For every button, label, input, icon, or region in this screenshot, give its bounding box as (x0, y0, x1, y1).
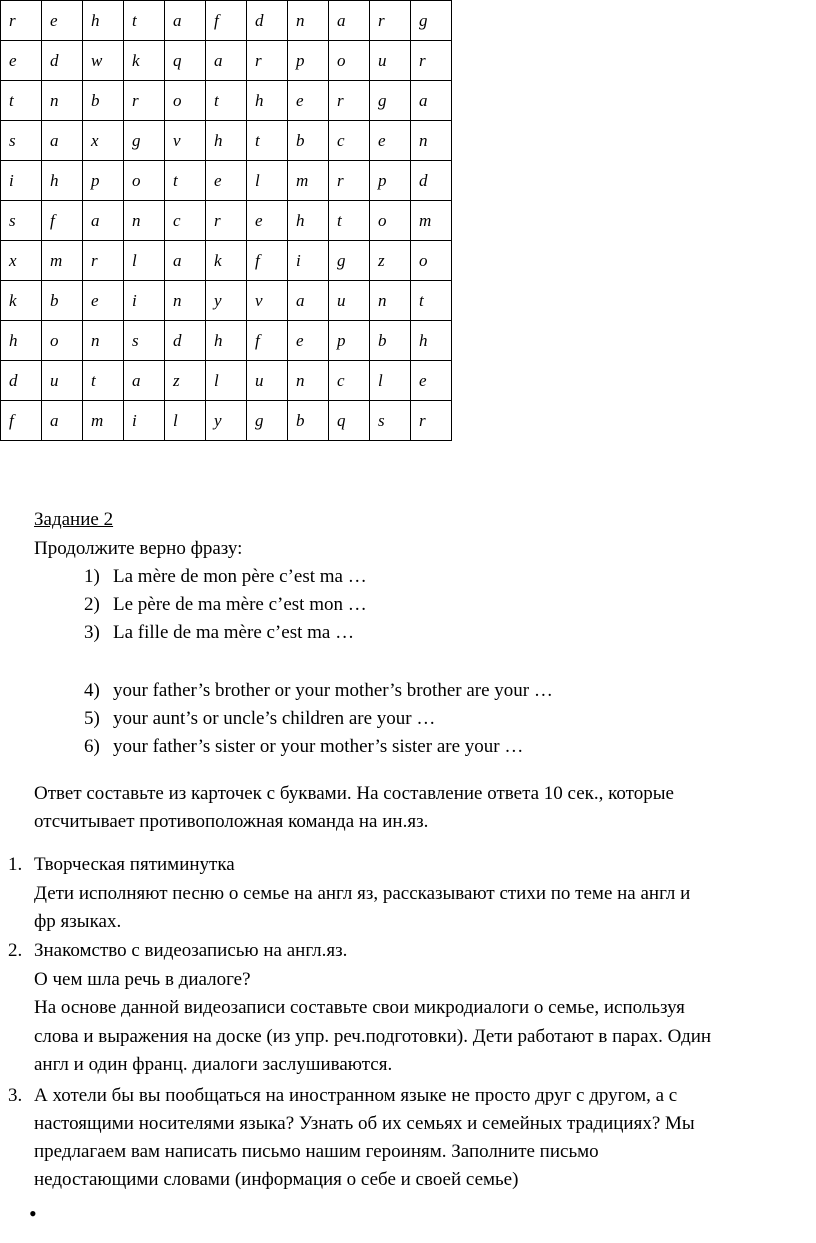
grid-cell: u (329, 281, 370, 321)
grid-cell: p (329, 321, 370, 361)
grid-cell: n (124, 201, 165, 241)
grid-cell: h (411, 321, 452, 361)
grid-cell: r (206, 201, 247, 241)
grid-cell: r (124, 81, 165, 121)
grid-cell: q (329, 401, 370, 441)
grid-cell: e (83, 281, 124, 321)
grid-cell: f (206, 1, 247, 41)
step-number: 3. (8, 1085, 23, 1106)
grid-cell: c (165, 201, 206, 241)
item-text: La fille de ma mère c’est ma … (113, 622, 355, 643)
grid-cell: h (247, 81, 288, 121)
grid-cell: e (1, 41, 42, 81)
grid-cell: s (370, 401, 411, 441)
grid-cell: o (42, 321, 83, 361)
grid-cell: t (83, 361, 124, 401)
grid-cell: s (124, 321, 165, 361)
grid-cell: g (370, 81, 411, 121)
grid-cell: z (370, 241, 411, 281)
grid-cell: i (288, 241, 329, 281)
grid-cell: r (370, 1, 411, 41)
grid-cell: a (329, 1, 370, 41)
grid-cell: a (288, 281, 329, 321)
grid-cell: e (288, 81, 329, 121)
grid-cell: h (83, 1, 124, 41)
grid-cell: g (247, 401, 288, 441)
grid-cell: h (206, 121, 247, 161)
step-line: недостающими словами (информация о себе и своей семье) (34, 1169, 519, 1190)
grid-cell: w (83, 41, 124, 81)
item-number: 5) (84, 708, 100, 729)
item-number: 2) (84, 594, 100, 615)
grid-cell: y (206, 281, 247, 321)
grid-cell: e (206, 161, 247, 201)
grid-cell: m (42, 241, 83, 281)
grid-cell: i (1, 161, 42, 201)
step-line: А хотели бы вы пообщаться на иностранном языке не просто друг с другом, а с (34, 1085, 678, 1106)
grid-cell: t (124, 1, 165, 41)
item-text: La mère de mon père c’est ma … (113, 566, 367, 587)
grid-cell: v (165, 121, 206, 161)
grid-cell: e (288, 321, 329, 361)
grid-cell: x (1, 241, 42, 281)
grid-cell: u (42, 361, 83, 401)
grid-row (1, 401, 452, 441)
item-text: Le père de ma mère c’est mon … (113, 594, 367, 615)
grid-cell: d (42, 41, 83, 81)
grid-cell: b (370, 321, 411, 361)
grid-row (1, 361, 452, 401)
grid-cell: h (1, 321, 42, 361)
grid-cell: l (165, 401, 206, 441)
grid-cell: z (165, 361, 206, 401)
grid-cell: t (206, 81, 247, 121)
grid-cell: t (1, 81, 42, 121)
item-text: your father’s brother or your mother’s brother are your … (113, 680, 553, 701)
task-instruction: Продолжите верно фразу: (34, 538, 243, 559)
grid-cell: q (165, 41, 206, 81)
grid-cell: g (124, 121, 165, 161)
grid-cell: o (329, 41, 370, 81)
grid-cell: l (247, 161, 288, 201)
step-line: О чем шла речь в диалоге? (34, 969, 251, 990)
grid-cell: e (42, 1, 83, 41)
grid-cell: a (411, 81, 452, 121)
grid-row (1, 41, 452, 81)
grid-cell: n (288, 1, 329, 41)
step-line: На основе данной видеозаписи составьте свои микродиалоги о семье, используя (34, 997, 685, 1018)
answer-note-line: отсчитывает противоположная команда на ин.яз. (34, 811, 429, 832)
item-number: 6) (84, 736, 100, 757)
grid-cell: n (83, 321, 124, 361)
item-number: 1) (84, 566, 100, 587)
step-line: фр языках. (34, 911, 122, 932)
grid-cell: t (165, 161, 206, 201)
grid-cell: t (247, 121, 288, 161)
step-line: англ и один франц. диалоги заслушиваются. (34, 1054, 393, 1075)
grid-cell: a (206, 41, 247, 81)
grid-cell: o (165, 81, 206, 121)
grid-cell: x (83, 121, 124, 161)
grid-cell: e (247, 201, 288, 241)
grid-cell: f (247, 321, 288, 361)
grid-row (1, 241, 452, 281)
step-line: слова и выражения на доске (из упр. реч.подготовки). Дети работают в парах. Один (34, 1026, 712, 1047)
answer-note-line: Ответ составьте из карточек с буквами. На составление ответа 10 сек., которые (34, 783, 674, 804)
step-line: настоящими носителями языка? Узнать об их семьях и семейных традициях? Мы (34, 1113, 695, 1134)
step-number: 2. (8, 940, 23, 961)
grid-cell: a (42, 401, 83, 441)
step-line: предлагаем вам написать письмо нашим героиням. Заполните письмо (34, 1141, 599, 1162)
grid-cell: n (370, 281, 411, 321)
grid-cell: m (83, 401, 124, 441)
grid-cell: k (206, 241, 247, 281)
grid-cell: r (329, 161, 370, 201)
grid-cell: u (247, 361, 288, 401)
item-text: your aunt’s or uncle’s children are your … (113, 708, 436, 729)
grid-cell: i (124, 281, 165, 321)
grid-cell: k (1, 281, 42, 321)
grid-cell: r (1, 1, 42, 41)
item-number: 3) (84, 622, 100, 643)
step-line: Дети исполняют песню о семье на англ яз, рассказывают стихи по теме на англ и (34, 883, 691, 904)
grid-cell: f (247, 241, 288, 281)
grid-cell: d (165, 321, 206, 361)
grid-cell: r (83, 241, 124, 281)
grid-cell: k (124, 41, 165, 81)
grid-cell: o (411, 241, 452, 281)
grid-cell: a (124, 361, 165, 401)
grid-cell: p (370, 161, 411, 201)
grid-cell: l (124, 241, 165, 281)
grid-row (1, 81, 452, 121)
grid-cell: r (411, 41, 452, 81)
grid-cell: h (206, 321, 247, 361)
grid-cell: o (370, 201, 411, 241)
grid-cell: r (329, 81, 370, 121)
grid-cell: c (329, 361, 370, 401)
grid-cell: d (1, 361, 42, 401)
grid-cell: b (83, 81, 124, 121)
step-number: 1. (8, 854, 23, 875)
grid-cell: r (411, 401, 452, 441)
grid-row (1, 121, 452, 161)
word-search-grid (0, 0, 452, 441)
grid-row (1, 281, 452, 321)
grid-cell: d (247, 1, 288, 41)
grid-cell: n (411, 121, 452, 161)
grid-cell: e (370, 121, 411, 161)
grid-cell: a (42, 121, 83, 161)
grid-cell: y (206, 401, 247, 441)
grid-cell: n (165, 281, 206, 321)
grid-cell: p (288, 41, 329, 81)
grid-cell: m (288, 161, 329, 201)
grid-cell: h (42, 161, 83, 201)
grid-cell: h (288, 201, 329, 241)
grid-cell: s (1, 201, 42, 241)
grid-cell: t (329, 201, 370, 241)
grid-cell: f (1, 401, 42, 441)
grid-cell: l (206, 361, 247, 401)
grid-cell: u (370, 41, 411, 81)
grid-row (1, 1, 452, 41)
grid-row (1, 321, 452, 361)
grid-row (1, 201, 452, 241)
grid-cell: d (411, 161, 452, 201)
grid-cell: n (288, 361, 329, 401)
grid-cell: a (83, 201, 124, 241)
grid-cell: b (42, 281, 83, 321)
task-heading: Задание 2 (34, 509, 114, 530)
grid-cell: f (42, 201, 83, 241)
grid-cell: g (411, 1, 452, 41)
bullet: • (29, 1201, 37, 1226)
grid-cell: b (288, 121, 329, 161)
grid-cell: o (124, 161, 165, 201)
grid-cell: e (411, 361, 452, 401)
item-text: your father’s sister or your mother’s sister are your … (113, 736, 524, 757)
grid-cell: t (411, 281, 452, 321)
grid-cell: a (165, 241, 206, 281)
grid-cell: i (124, 401, 165, 441)
grid-cell: v (247, 281, 288, 321)
grid-cell: s (1, 121, 42, 161)
item-number: 4) (84, 680, 100, 701)
grid-cell: a (165, 1, 206, 41)
step-line: Знакомство с видеозаписью на англ.яз. (34, 940, 348, 961)
grid-cell: b (288, 401, 329, 441)
grid-row (1, 161, 452, 201)
grid-cell: g (329, 241, 370, 281)
grid-cell: n (42, 81, 83, 121)
grid-cell: c (329, 121, 370, 161)
grid-cell: p (83, 161, 124, 201)
step-line: Творческая пятиминутка (34, 854, 235, 875)
grid-cell: m (411, 201, 452, 241)
grid-cell: l (370, 361, 411, 401)
grid-cell: r (247, 41, 288, 81)
